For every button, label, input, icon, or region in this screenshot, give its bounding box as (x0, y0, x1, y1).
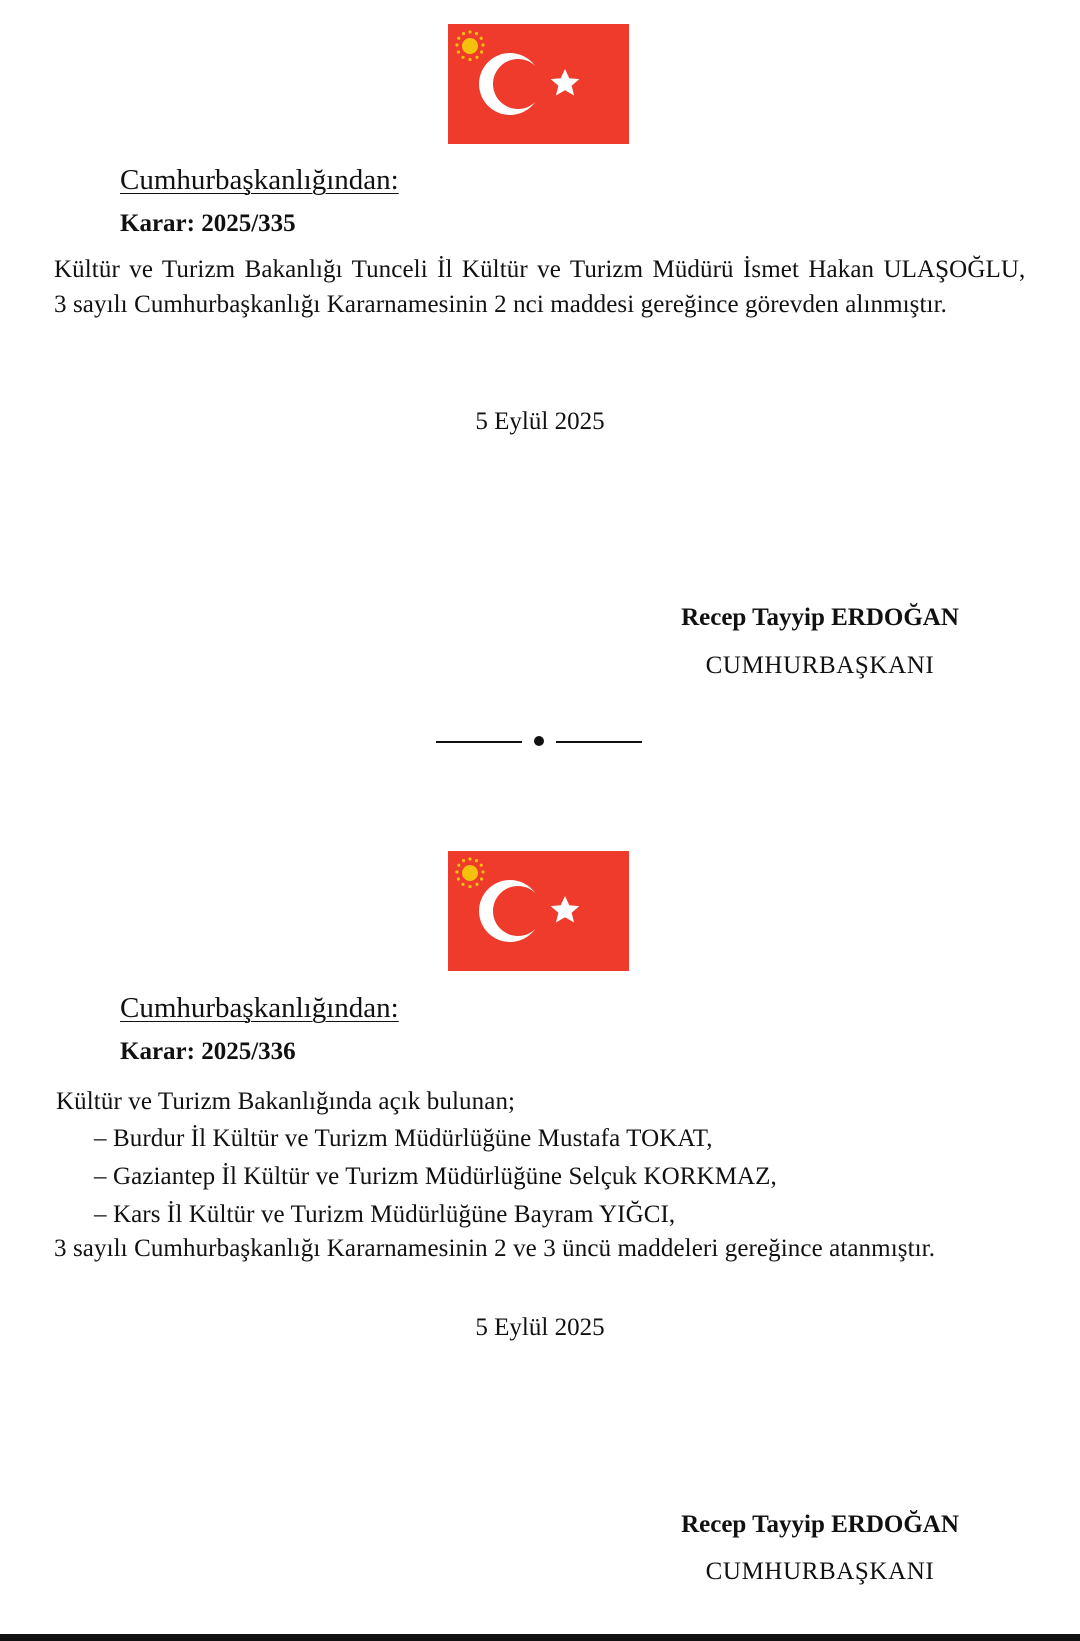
decree-2-signatory-name: Recep Tayyip ERDOĞAN (681, 1511, 959, 1538)
appointment-item: – Gaziantep İl Kültür ve Turizm Müdürlüğüne Selçuk KORKMAZ, (94, 1163, 777, 1190)
separator-dot-icon (534, 736, 544, 746)
appointment-item: – Burdur İl Kültür ve Turizm Müdürlüğüne Mustafa TOKAT, (94, 1125, 713, 1152)
decree-2-signatory-title: CUMHURBAŞKANI (705, 1558, 935, 1585)
separator-line-right (556, 741, 642, 743)
appointment-item: – Kars İl Kültür ve Turizm Müdürlüğüne Bayram YIĞCI, (94, 1201, 676, 1228)
section-separator (436, 732, 642, 750)
decree-2-heading: Cumhurbaşkanlığından: (120, 992, 399, 1024)
decree-1-text-line-1: Kültür ve Turizm Bakanlığı Tunceli İl Kültür ve Turizm Müdürü İsmet Hakan ULAŞOĞLU, (54, 256, 1026, 283)
decree-2-number: Karar: 2025/336 (120, 1038, 296, 1065)
bottom-edge-bar (0, 1634, 1080, 1641)
decree-2-date: 5 Eylül 2025 (475, 1314, 605, 1341)
turkish-flag-icon (448, 24, 629, 144)
decree-1-date: 5 Eylül 2025 (475, 408, 605, 435)
turkish-flag-icon (448, 851, 629, 971)
decree-1-heading: Cumhurbaşkanlığından: (120, 164, 399, 196)
decree-1-signatory-name: Recep Tayyip ERDOĞAN (681, 604, 959, 631)
decree-1-text-line-2: 3 sayılı Cumhurbaşkanlığı Kararnamesinin 2 nci maddesi gereğince görevden alınmıştır. (54, 291, 947, 318)
decree-2-intro: Kültür ve Turizm Bakanlığında açık bulunan; (56, 1088, 516, 1115)
decree-1-number: Karar: 2025/335 (120, 210, 296, 237)
separator-line-left (436, 741, 522, 743)
decree-2-closing: 3 sayılı Cumhurbaşkanlığı Kararnamesinin 2 ve 3 üncü maddeleri gereğince atanmıştır. (54, 1235, 936, 1262)
decree-1-signatory-title: CUMHURBAŞKANI (705, 652, 935, 679)
